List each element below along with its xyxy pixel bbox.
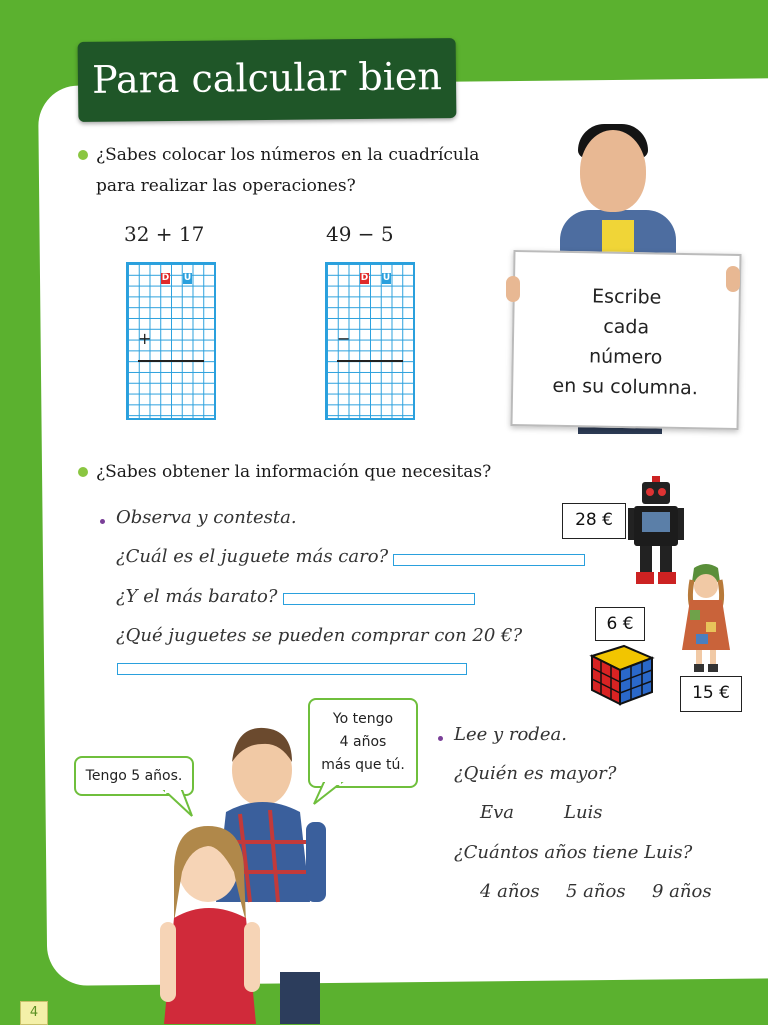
- result-line: [337, 360, 403, 362]
- bubble-boy-line-3: más que tú.: [321, 757, 405, 773]
- speech-bubble-boy: [308, 698, 418, 788]
- sign-line-1: Escribe: [591, 285, 662, 309]
- units-label: U: [382, 273, 391, 283]
- question-luis-age: ¿Cuántos años tiene Luis?: [454, 842, 693, 863]
- bubble-boy-line-1: Yo tengo: [332, 711, 394, 727]
- title-banner: [78, 38, 457, 122]
- question-cheapest: ¿Y el más barato?: [116, 586, 278, 607]
- rubik-cube-icon: [586, 638, 656, 708]
- option-age-9[interactable]: 9 años: [652, 881, 712, 902]
- plus-sign: +: [138, 329, 152, 348]
- instruction-observe: Observa y contesta.: [116, 507, 297, 528]
- doll-icon: [676, 562, 736, 676]
- option-luis[interactable]: Luis: [564, 802, 603, 823]
- tens-label: D: [360, 273, 369, 283]
- sign-line-3: número: [588, 345, 663, 369]
- answer-field-twenty-euros[interactable]: [117, 663, 467, 675]
- units-label: U: [183, 273, 192, 283]
- boy-right-hand: [726, 266, 740, 292]
- answer-field-cheapest[interactable]: [283, 593, 475, 605]
- page-title: Para calcular bien: [91, 54, 443, 102]
- grid-subtraction[interactable]: [325, 262, 415, 420]
- bubble-girl-tail: [160, 790, 194, 820]
- instruction-read-circle: Lee y rodea.: [454, 724, 567, 745]
- answer-field-most-expensive[interactable]: [393, 554, 585, 566]
- price-tag-doll: 15 €: [680, 676, 742, 712]
- price-tag-robot: 28 €: [562, 503, 626, 539]
- minus-sign: −: [337, 329, 351, 348]
- price-tag-cube: 6 €: [595, 607, 645, 641]
- grid-addition[interactable]: [126, 262, 216, 420]
- bullet-dot: [78, 467, 88, 477]
- question-most-expensive: ¿Cuál es el juguete más caro?: [116, 546, 389, 567]
- question-twenty-euros: ¿Qué juguetes se pueden comprar con 20 €?: [116, 625, 523, 646]
- operation-addition: 32 + 17: [124, 222, 205, 246]
- sub-bullet: [100, 519, 105, 524]
- bubble-boy-tail: [310, 782, 346, 808]
- result-line: [138, 360, 204, 362]
- sign-line-4: en su columna.: [552, 374, 699, 400]
- boy-left-hand: [506, 276, 520, 302]
- bullet-dot: [78, 150, 88, 160]
- boy-photo-head: [580, 130, 646, 212]
- sign-board: [510, 250, 741, 430]
- sub-bullet: [438, 736, 443, 741]
- operation-subtraction: 49 − 5: [326, 222, 394, 246]
- bubble-boy-line-2: 4 años: [339, 734, 387, 750]
- question-who-older: ¿Quién es mayor?: [454, 763, 617, 784]
- option-age-5[interactable]: 5 años: [566, 881, 626, 902]
- page-number: 4: [20, 1001, 48, 1025]
- question-placement-line1: ¿Sabes colocar los números en la cuadrícula: [96, 145, 480, 165]
- option-age-4[interactable]: 4 años: [480, 881, 540, 902]
- question-information: ¿Sabes obtener la información que necesitas?: [96, 462, 492, 482]
- sign-line-2: cada: [603, 315, 650, 339]
- bubble-girl-text: Tengo 5 años.: [85, 768, 183, 784]
- question-placement-line2: para realizar las operaciones?: [96, 176, 356, 196]
- tens-label: D: [161, 273, 170, 283]
- option-eva[interactable]: Eva: [480, 802, 515, 823]
